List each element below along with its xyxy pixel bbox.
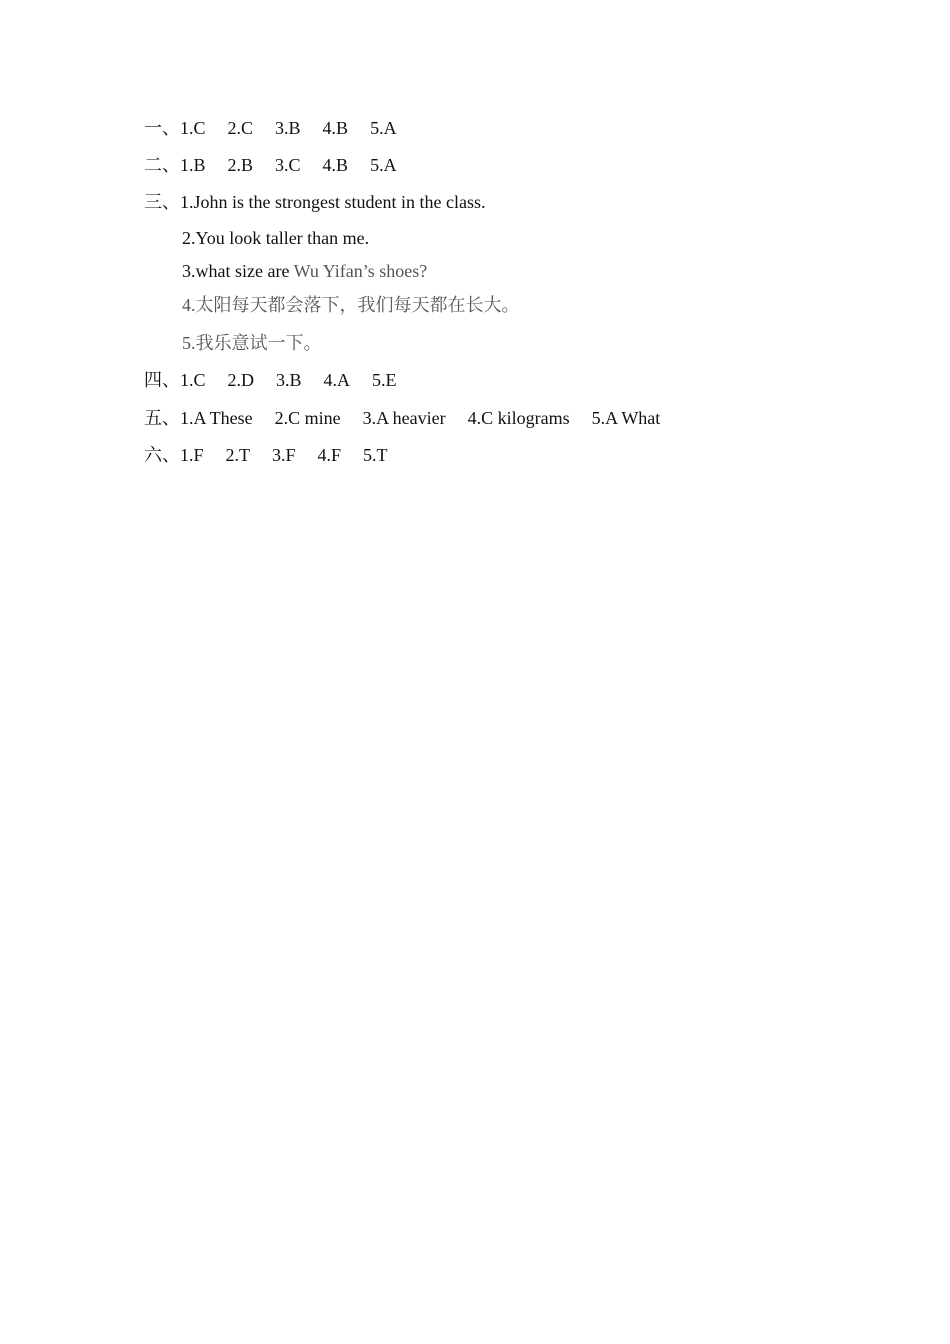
answer-item: 5.E — [372, 370, 397, 390]
answer-sentence: 4.太阳每天都会落下，我们每天都在长大。 — [182, 295, 520, 315]
section-marker: 五、 — [144, 408, 180, 428]
answer-sentence: 5.我乐意试一下。 — [182, 333, 322, 353]
answer-sentence: 2.You look taller than me. — [182, 228, 370, 248]
answer-item: 3.F — [272, 445, 296, 465]
section-marker: 二、 — [144, 155, 180, 175]
answer-item: 2.D — [227, 370, 255, 390]
answer-item: 5.A — [370, 155, 397, 175]
answer-item: 3.C — [275, 155, 301, 175]
section-marker: 六、 — [144, 445, 180, 465]
section-1-line — [144, 116, 397, 140]
answer-item: 1.C — [180, 118, 206, 138]
answer-item: 5.T — [363, 445, 388, 465]
answer-item: 3.A heavier — [362, 408, 446, 428]
answer-item: 4.C kilograms — [467, 408, 570, 428]
answer-item: 3.B — [275, 118, 301, 138]
answer-item: 1.C — [180, 370, 206, 390]
section-5-line — [144, 406, 660, 430]
answer-sentence: 3.what size are — [182, 261, 294, 281]
section-marker: 三、 — [144, 192, 180, 212]
answer-item: 1.A These — [180, 408, 253, 428]
section-3-subline — [182, 259, 427, 283]
section-3-line — [144, 190, 485, 214]
answer-item: 2.C — [227, 118, 254, 138]
answer-item: 4.B — [322, 118, 349, 138]
answer-item: 2.T — [225, 445, 251, 465]
answer-sentence-tail: Wu Yifan’s shoes? — [293, 261, 428, 281]
answer-item: 4.A — [323, 370, 351, 390]
section-3-subline — [182, 331, 322, 355]
answer-item: 2.C mine — [274, 408, 341, 428]
section-6-line — [144, 443, 388, 467]
answer-item: 1.B — [180, 155, 206, 175]
answer-sentence: 1.John is the strongest student in the class. — [180, 192, 486, 212]
answer-item: 3.B — [276, 370, 302, 390]
section-3-subline — [182, 293, 520, 317]
section-marker: 一、 — [144, 118, 180, 138]
section-3-subline — [182, 226, 369, 250]
answer-item: 2.B — [227, 155, 254, 175]
answer-item: 4.B — [322, 155, 349, 175]
answer-item: 5.A — [370, 118, 397, 138]
section-marker: 四、 — [144, 370, 180, 390]
answer-item: 5.A What — [591, 408, 661, 428]
section-4-line — [144, 368, 397, 392]
section-2-line — [144, 153, 397, 177]
answer-item: 1.F — [180, 445, 204, 465]
answer-item: 4.F — [317, 445, 342, 465]
